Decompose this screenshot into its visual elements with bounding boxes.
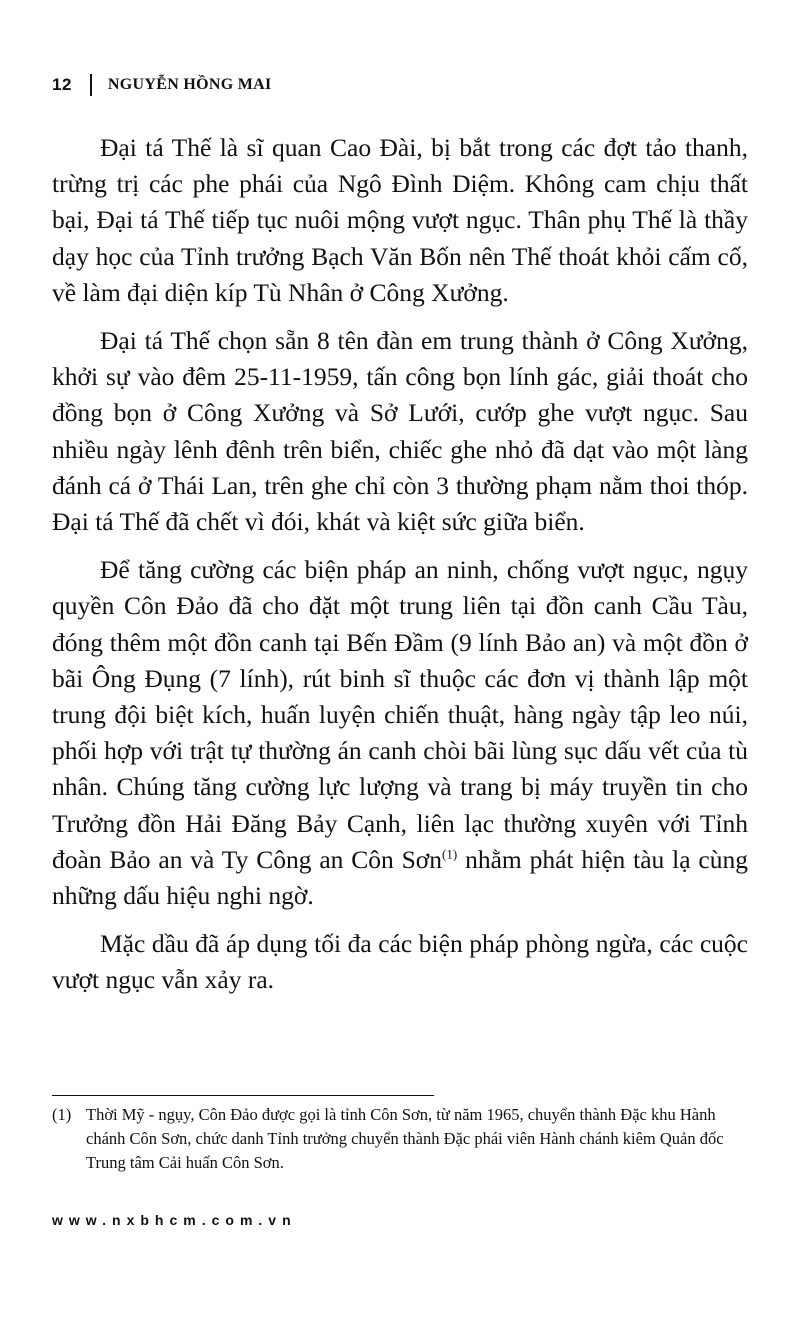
publisher-website: www.nxbhcm.com.vn [52,1212,297,1228]
paragraph-3 [52,552,748,914]
header-divider [90,74,92,96]
footnote-marker: (1) [52,1105,72,1124]
footnote [52,1103,752,1175]
footnote-text: Thời Mỹ - ngụy, Côn Đảo được gọi là tỉnh Côn Sơn, từ năm 1965, chuyển thành Đặc khu Hành chánh Côn Sơn, chức danh Tỉnh trưởng chuyển thành Đặc phái viên Hành chánh kiêm Quản đốc Trung tâm Cải huấn Côn Sơn. [86,1105,724,1172]
main-text [52,130,748,1011]
paragraph-1: Đại tá Thế là sĩ quan Cao Đài, bị bắt trong các đợt tảo thanh, trừng trị các phe phái của Ngô Đình Diệm. Không cam chịu thất bại, Đại tá Thế tiếp tục nuôi mộng vượt ngục. Thân phụ Thế là thầy dạy học của Tỉnh trưởng Bạch Văn Bốn nên Thế thoát khỏi cấm cố, về làm đại diện kíp Tù Nhân ở Công Xưởng. [52,133,748,307]
header-author: NGUYỄN HỒNG MAI [107,76,272,93]
footnote-reference: (1) [442,846,458,862]
paragraph-3-text-end: nhằm phát hiện tàu lạ cùng những dấu hiệu nghi ngờ. [52,844,748,911]
paragraph-4: Mặc dầu đã áp dụng tối đa các biện pháp phòng ngừa, các cuộc vượt ngục vẫn xảy ra. [52,929,748,995]
paragraph-2: Đại tá Thế chọn sẵn 8 tên đàn em trung thành ở Công Xưởng, khởi sự vào đêm 25-11-1959, tấn công bọn lính gác, giải thoát cho đồng bọn ở Công Xưởng và Sở Lưới, cướp ghe vượt ngục. Sau nhiều ngày lênh đênh trên biển, chiếc ghe nhỏ đã dạt vào một làng đánh cá ở Thái Lan, trên ghe chỉ còn 3 thường phạm nằm thoi thóp. Đại tá Thế đã chết vì đói, khát và kiệt sức giữa biển. [52,326,748,537]
footnote-divider [52,1095,434,1096]
running-header [52,74,272,96]
page-number: 12 [52,75,72,94]
paragraph-3-text: Để tăng cường các biện pháp an ninh, chống vượt ngục, ngụy quyền Côn Đảo đã cho đặt một trung liên tại đồn canh Cầu Tàu, đóng thêm một đồn canh tại Bến Đầm (9 lính Bảo an) và một đồn ở bãi Ông Đụng (7 lính), rút binh sĩ thuộc các đơn vị thành lập một trung đội biệt kích, huấn luyện chiến thuật, hàng ngày tập leo núi, phối hợp với trật tự thường án canh chòi bãi lùng sục dấu vết của tù nhân. Chúng tăng cường lực lượng và trang bị máy truyền tin cho Trưởng đồn Hải Đăng Bảy Cạnh, liên lạc thường xuyên với Tỉnh đoàn Bảo an và Ty Công an Côn Sơn [52,555,748,874]
